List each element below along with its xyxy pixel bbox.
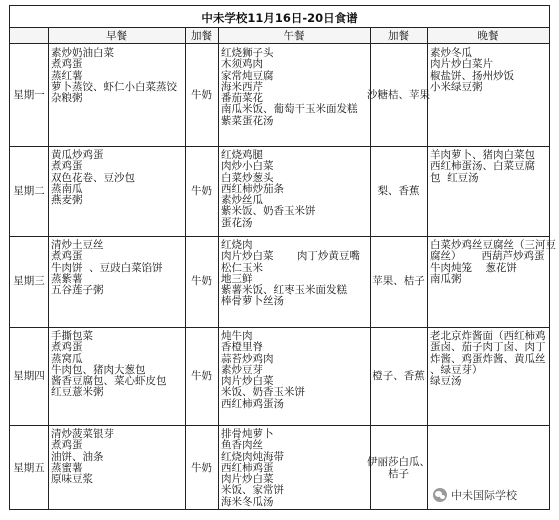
menu-line: 肉片炒白菜: [221, 375, 274, 388]
menu-line: 老北京炸酱面（西红柿鸡: [430, 330, 546, 342]
menu-line: 煮鸡蛋: [51, 439, 83, 452]
menu-text: 梨、香蕉: [377, 184, 420, 197]
morning-snack-cell: [185, 426, 218, 511]
afternoon-snack-cell: [367, 45, 430, 146]
menu-line: 红豆薏米粥: [51, 386, 104, 399]
menu-line: 蒸窝瓜: [51, 352, 83, 365]
menu-text: 牛奶: [191, 461, 212, 474]
menu-line: 西红柿鸡蛋汤: [221, 397, 284, 410]
menu-line: 黄瓜炒鸡蛋: [51, 149, 104, 161]
menu-line: 红烧肉炖海带: [221, 450, 284, 463]
dinner-cell: [427, 237, 556, 327]
header-dinner: 晚餐: [427, 28, 549, 44]
menu-text: 苹果、桔子: [372, 275, 425, 288]
menu-line: 羊肉萝卜、猪肉白菜包: [430, 149, 535, 161]
menu-line: 地三鲜: [221, 272, 253, 285]
menu-line: 包 红豆汤: [430, 171, 479, 184]
menu-line: 清炒土豆丝: [51, 239, 104, 251]
breakfast-cell: [48, 328, 185, 425]
menu-line: 腐丝） 西葫芦炒鸡蛋: [430, 250, 545, 263]
menu-line: 红烧鸡腿: [221, 149, 263, 161]
menu-line: 蒸紫薯: [51, 272, 83, 285]
menu-line: 白菜炒葱头: [221, 171, 274, 184]
menu-line: 排骨炖萝卜: [221, 428, 274, 440]
menu-line: 牛肉饼 、豆豉白菜馅饼: [51, 261, 163, 274]
menu-line: 清炒菠菜银芽: [51, 428, 114, 440]
morning-snack-cell: [185, 328, 218, 425]
dinner-cell: [427, 45, 549, 146]
dinner-cell: [427, 147, 549, 236]
menu-line: 家常炖豆腐: [221, 69, 274, 82]
menu-line: 油饼、油条: [51, 450, 104, 463]
lunch-cell: [218, 237, 370, 327]
menu-text: 星期一: [13, 88, 45, 101]
watermark-text: 中未国际学校: [451, 489, 517, 502]
watermark: [430, 486, 520, 504]
menu-line: 牛肉炖笼 葱花饼: [430, 261, 517, 274]
day-cell: [10, 426, 48, 511]
day-cell: [10, 328, 48, 425]
afternoon-snack-cell: [370, 237, 427, 327]
menu-line: 白菜炒鸡丝豆腐丝（三河豆: [430, 239, 556, 251]
menu-text: 橙子、香蕉: [372, 369, 425, 382]
menu-line: 番茄菜花: [221, 92, 263, 105]
menu-line: 西红柿炒茄条: [221, 182, 284, 195]
menu-line: 素炒豆芽: [221, 363, 263, 376]
menu-line: 棒骨萝卜丝汤: [221, 295, 284, 308]
menu-line: 紫菜蛋花汤: [221, 114, 274, 127]
day-cell: [10, 147, 48, 236]
menu-line: 肉片炒白菜: [221, 473, 274, 486]
menu-text: 牛奶: [191, 88, 212, 101]
menu-line: 米饭、家常饼: [221, 484, 284, 497]
menu-line: 蒸南瓜: [51, 182, 83, 195]
header-snack-afternoon: 加餐: [370, 28, 427, 44]
header-breakfast: 早餐: [48, 28, 185, 44]
menu-line: 蒸红薯: [51, 69, 83, 82]
menu-line: 西红柿蛋汤、白菜豆腐: [430, 160, 535, 173]
menu-line: 煮鸡蛋: [51, 160, 83, 173]
menu-line: 肉片炒白菜片: [430, 58, 493, 71]
menu-line: 肉片炒白菜 肉丁炒黄豆嘴: [221, 250, 360, 263]
menu-line: 海米冬瓜汤: [221, 495, 274, 508]
menu-line: 炖牛肉: [221, 330, 253, 342]
menu-line: 红烧狮子头: [221, 47, 274, 59]
menu-line: 紫米饭、奶香玉米饼: [221, 205, 316, 218]
menu-line: 蛋卤、茄子肉丁卤、肉丁: [430, 341, 546, 354]
menu-line: 素炒冬瓜: [430, 47, 472, 59]
menu-line: 西红柿鸡蛋: [221, 461, 274, 474]
menu-text: 星期二: [13, 184, 45, 197]
menu-text: 星期四: [13, 369, 45, 382]
menu-line: 煮鸡蛋: [51, 58, 83, 71]
header-day: [10, 28, 48, 44]
menu-line: 香橙里脊: [221, 341, 263, 354]
afternoon-snack-cell: [367, 426, 430, 511]
menu-line: 素炒奶油白菜: [51, 47, 114, 59]
breakfast-cell: [48, 147, 185, 236]
menu-text: 牛奶: [191, 184, 212, 197]
lunch-cell: [218, 45, 370, 146]
menu-line: 蛋花汤: [221, 216, 253, 229]
menu-line: 蒸蜜薯: [51, 461, 83, 474]
menu-text: 星期三: [13, 275, 45, 288]
menu-line: 、绿豆芽）: [430, 363, 483, 376]
menu-table: [9, 5, 556, 510]
menu-text: 伊丽莎白瓜、 桔子: [367, 456, 430, 480]
menu-line: 煮鸡蛋: [51, 341, 83, 354]
menu-line: 肉炒小白菜: [221, 160, 274, 173]
menu-line: 鱼香肉丝: [221, 439, 263, 452]
menu-line: 素炒丝瓜: [221, 194, 263, 207]
wechat-icon: [433, 488, 447, 502]
page-title: 中未学校11月16日-20日食谱: [10, 6, 549, 28]
morning-snack-cell: [185, 147, 218, 236]
menu-line: 松仁玉米: [221, 261, 263, 274]
breakfast-cell: [48, 426, 185, 511]
menu-line: 南瓜粥: [430, 272, 462, 285]
menu-text: 星期五: [13, 461, 45, 474]
day-cell: [10, 45, 48, 146]
menu-text: 牛奶: [191, 275, 212, 288]
menu-line: 手撕包菜: [51, 330, 93, 342]
menu-line: 燕麦粥: [51, 194, 83, 207]
menu-line: 双色花卷、豆沙包: [51, 171, 135, 184]
menu-line: 酱香豆腐包、菜心虾皮包: [51, 375, 167, 388]
menu-line: 煮鸡蛋: [51, 250, 83, 263]
header-snack-morning: 加餐: [185, 28, 218, 44]
afternoon-snack-cell: [370, 147, 427, 236]
menu-line: 椒盐饼、扬州炒饭: [430, 69, 514, 82]
menu-line: 原味豆浆: [51, 473, 93, 486]
morning-snack-cell: [185, 45, 218, 146]
lunch-cell: [218, 426, 370, 511]
dinner-cell: [427, 328, 549, 425]
menu-line: 炸酱、鸡蛋炸酱、黄瓜丝: [430, 352, 546, 365]
menu-line: 米饭、奶香玉米饼: [221, 386, 305, 399]
menu-line: 南瓜米饭、葡萄干玉米面发糕: [221, 103, 358, 116]
menu-line: 萝卜蒸饺、虾仁小白菜蒸饺: [51, 80, 177, 93]
morning-snack-cell: [185, 237, 218, 327]
header-lunch: 午餐: [218, 28, 370, 44]
breakfast-cell: [48, 237, 185, 327]
menu-line: 小米绿豆粥: [430, 80, 483, 93]
menu-line: 五谷莲子粥: [51, 284, 104, 297]
menu-line: 红烧肉: [221, 239, 253, 251]
menu-text: 沙糖桔、苹果: [367, 88, 430, 101]
menu-line: 木须鸡肉: [221, 58, 263, 71]
menu-line: 杂粮粥: [51, 92, 83, 105]
menu-text: 牛奶: [191, 369, 212, 382]
lunch-cell: [218, 147, 370, 236]
menu-line: 紫薯米饭、红枣玉米面发糕: [221, 284, 347, 297]
breakfast-cell: [48, 45, 185, 146]
menu-line: 牛肉包、猪肉大葱包: [51, 363, 146, 376]
lunch-cell: [218, 328, 370, 425]
menu-line: 蒜苔炒鸡肉: [221, 352, 274, 365]
day-cell: [10, 237, 48, 327]
afternoon-snack-cell: [370, 328, 427, 425]
menu-line: 海米西芹: [221, 80, 263, 93]
menu-line: 绿豆汤: [430, 375, 462, 388]
